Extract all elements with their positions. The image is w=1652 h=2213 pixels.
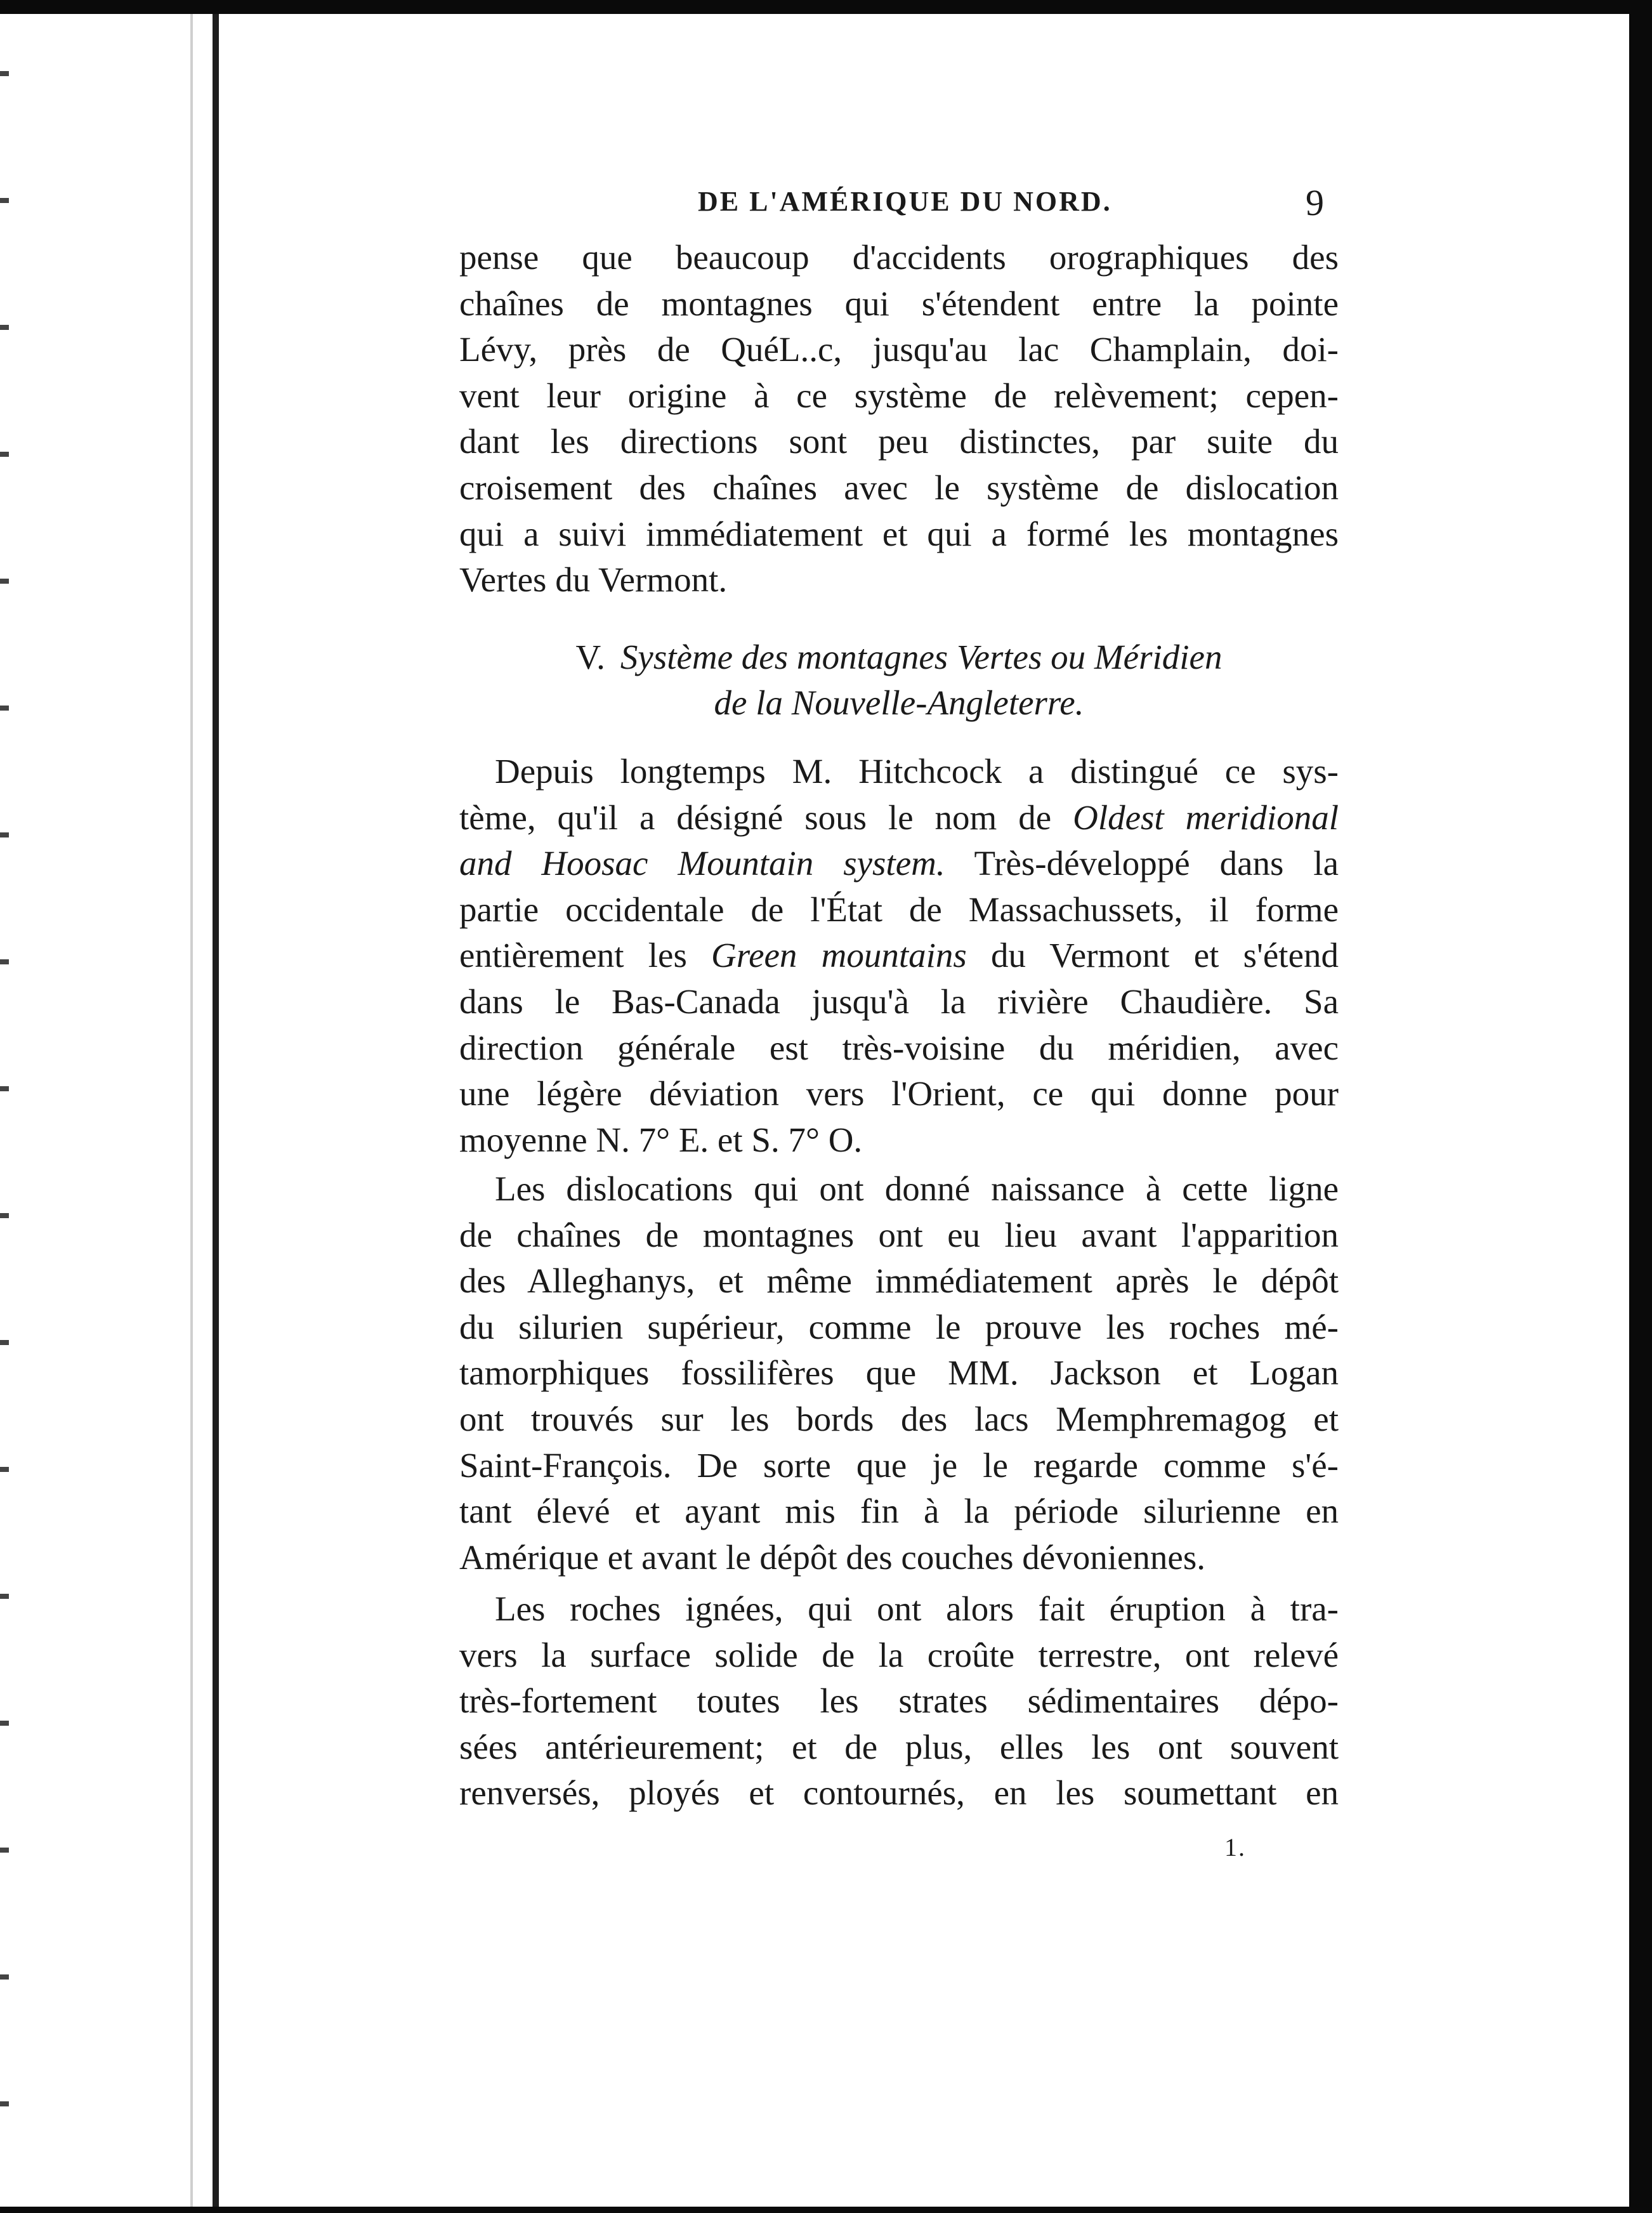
section-heading: [459, 634, 1339, 726]
page-number: 9: [1306, 182, 1324, 223]
text-line: Depuis longtemps M. Hitchcock a distingué ce sys-: [495, 752, 1339, 791]
text-line: Les dislocations qui ont donné naissance à cette ligne: [495, 1169, 1339, 1208]
text-line: tamorphiques fossilifères que MM. Jackson et Logan: [459, 1353, 1339, 1393]
text-line: chaînes de montagnes qui s'étendent entre la pointe: [459, 284, 1339, 323]
text-line: vers la surface solide de la croûte terrestre, ont relevé: [459, 1635, 1339, 1674]
text-line: Saint-François. De sorte que je le regarde comme s'é-: [459, 1445, 1339, 1485]
text-line: [459, 933, 1339, 979]
paragraph-3: [459, 1166, 1339, 1580]
scan-border-bottom: [0, 2207, 1652, 2213]
binding-gutter: [213, 14, 219, 2207]
printer-signature: 1.: [1224, 1833, 1246, 1862]
text-line: [459, 795, 1339, 841]
text-line: pense que beaucoup d'accidents orographiques des: [459, 238, 1339, 277]
text-span: Très-développé dans la: [945, 844, 1339, 883]
facing-page-edge: [0, 14, 9, 2207]
italic-term: and Hoosac Mountain system.: [459, 844, 945, 883]
italic-term: Oldest meridional: [1073, 798, 1339, 837]
text-line: très-fortement toutes les strates sédimentaires dépo-: [459, 1681, 1339, 1721]
text-span: du Vermont et s'étend: [966, 936, 1339, 975]
text-line: des Alleghanys, et même immédiatement après le dépôt: [459, 1261, 1339, 1301]
text-line: qui a suivi immédiatement et qui a formé les montagnes: [459, 514, 1339, 553]
text-line: Lévy, près de QuéL..c, jusqu'au lac Champlain, doi-: [459, 330, 1339, 369]
text-span: tème, qu'il a désigné sous le nom de: [459, 798, 1073, 837]
paragraph-1: [459, 235, 1339, 603]
section-title-line-2: de la Nouvelle-Angleterre.: [714, 683, 1084, 722]
section-number: V.: [575, 638, 605, 676]
text-line: dant les directions sont peu distinctes, par suite du: [459, 422, 1339, 461]
text-line: Les roches ignées, qui ont alors fait éruption à tra-: [495, 1589, 1339, 1628]
text-line: moyenne N. 7° E. et S. 7° O.: [459, 1120, 863, 1159]
text-line: renversés, ployés et contournés, en les soumettant en: [459, 1773, 1339, 1813]
text-line: croisement des chaînes avec le système de dislocation: [459, 468, 1339, 507]
paragraph-2: [459, 749, 1339, 1163]
text-line: de chaînes de montagnes ont eu lieu avant l'apparition: [459, 1215, 1339, 1254]
italic-term: Green mountains: [711, 936, 967, 975]
text-line: Amérique et avant le dépôt des couches dévoniennes.: [459, 1537, 1205, 1577]
text-line: Vertes du Vermont.: [459, 560, 728, 600]
running-head: DE L'AMÉRIQUE DU NORD.: [698, 186, 1112, 217]
text-line: ont trouvés sur les bords des lacs Memphremagog et: [459, 1399, 1339, 1438]
text-line: sées antérieurement; et de plus, elles les ont souvent: [459, 1727, 1339, 1766]
scan-border-right: [1629, 0, 1652, 2213]
text-line: dans le Bas-Canada jusqu'à la rivière Chaudière. Sa: [459, 982, 1339, 1021]
text-span: entièrement les: [459, 936, 712, 975]
text-line: direction générale est très-voisine du méridien, avec: [459, 1028, 1339, 1067]
text-line: du silurien supérieur, comme le prouve les roches mé-: [459, 1307, 1339, 1346]
text-line: tant élevé et ayant mis fin à la période silurienne en: [459, 1492, 1339, 1531]
text-line: partie occidentale de l'État de Massachussets, il forme: [459, 890, 1339, 929]
text-line: [459, 841, 1339, 887]
section-title-line-1: Système des montagnes Vertes ou Méridien: [620, 638, 1223, 676]
text-line: une légère déviation vers l'Orient, ce qui donne pour: [459, 1074, 1339, 1113]
scan-border-top: [0, 0, 1652, 14]
page-edge-shadow: [190, 14, 193, 2207]
text-line: vent leur origine à ce système de relèvement; cepen-: [459, 376, 1339, 415]
paragraph-4: [459, 1586, 1339, 1816]
